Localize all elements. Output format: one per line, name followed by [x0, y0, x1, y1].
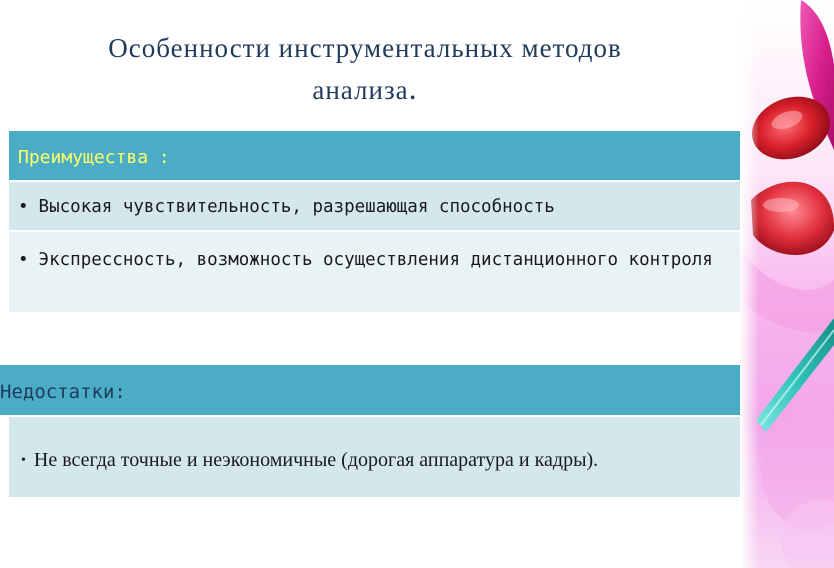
disadvantages-item-1: Не всегда точные и неэкономичные (дорогая аппаратура и кадры). [33, 449, 599, 471]
decor-fade [741, 0, 759, 568]
title-dot: . [408, 70, 418, 106]
title-line-2 [0, 68, 730, 110]
bullet: • [21, 453, 26, 468]
slide-title [0, 28, 730, 110]
bullet: • [18, 250, 29, 270]
advantages-table [9, 131, 740, 312]
bullet: • [18, 197, 29, 217]
advantages-row-1 [9, 182, 740, 232]
title-line-1: Особенности инструментальных методов [108, 33, 622, 63]
disadvantages-row-1 [9, 417, 740, 497]
title-line-2-text: анализа [312, 75, 409, 105]
flower-petals-image [741, 0, 834, 568]
advantages-row-2 [9, 232, 740, 312]
advantages-item-2: Экспрессность, возможность осуществления дистанционного контроля [38, 250, 713, 270]
disadvantages-table [0, 365, 740, 497]
advantages-header: Преимущества : [9, 131, 740, 182]
advantages-item-1: Высокая чувствительность, разрешающая способность [38, 197, 555, 217]
disadvantages-header: Недостатки: [0, 365, 740, 417]
